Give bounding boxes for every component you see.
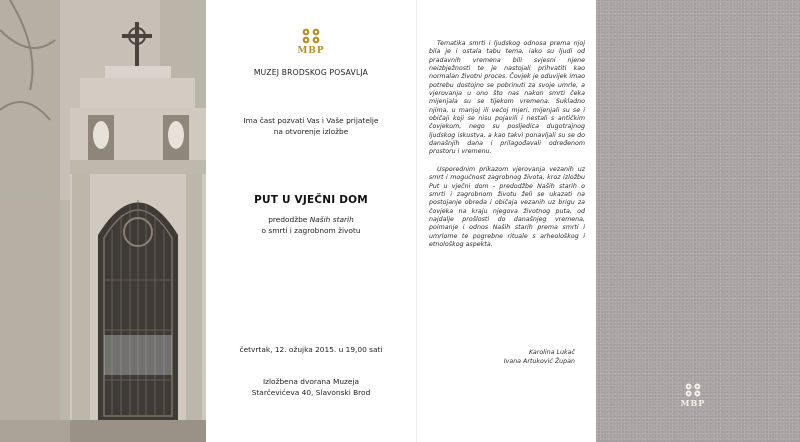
essay-panel [416,0,597,442]
exhibition-title: PUT U VJEČNI DOM [254,194,368,206]
subtitle-italic: Naših starih [309,215,354,224]
author-2: Ivana Artuković Župan [503,358,575,365]
chapel-photo [0,0,206,442]
subtitle-line-1 [206,214,416,225]
essay-paragraph-2: Usporednim prikazom vjerovanja vezanih uz smrt i mogućnost zagrobnog života, kroz izložbu Put u vječni dom - predodžbe Naših starih o smrti i zagrobnom životu želi se ukazati na postojanje obreda i običaja vezanih uz brigu za čovjeka na kraju njegova životnog puta, od najdalje prošlosti do današnjeg vremena, poimanje i odnos Naših starih prema smrti i umrlome te pogrebne rituale s arheološkog i etnološkog aspekta. [429,165,585,248]
event-venue [206,376,416,398]
invitation-line-2: na otvorenje izložbe [273,127,349,136]
cover-panel [596,0,800,442]
logo-text: MBP [297,46,325,56]
exhibition-subtitle [206,214,416,236]
invitation-text [206,115,416,137]
author-1: Karolina Lukač [528,349,575,356]
essay-text [429,40,585,258]
essay-paragraph-1: Tematika smrti i ljudskog odnosa prema njoj bila je i ostala tabu tema, iako su ljudi od pradavnih vremena bili svjesni njene neizbježnosti te je nastojali prihvatiti kao normalan životni proces. Čovjek je oduvijek imao potrebu dostojno se pobrinuti za svoje umrle, a vjerovanja u ono što nas nakon smrti čeka mijenjala su se tijekom vremena. Sukladno njima, u manjoj ili većoj mjeri, mijenjali su se i običaji koji se nisu pojavili i nestali s antičkim čovjekom, nego su posljedica dugotrajnog ljudskog iskustva, a kao takvi ponavljali su se do današnjih dana i prilagođavali određenom prostoru i vremenu. [429,40,585,156]
museum-logo [206,28,416,56]
cover-logo [678,383,708,408]
authors-signature [504,348,575,366]
venue-line-1: Izložbena dvorana Muzeja [262,377,360,386]
museum-name: MUZEJ BRODSKOG POSAVLJA [253,68,369,77]
cover-logo-icon [683,383,703,397]
event-date: četvrtak, 12. ožujka 2015. u 19,00 sati [239,345,383,354]
invitation-panel [206,0,416,442]
venue-line-2: Starčevićeva 40, Slavonski Brod [251,388,371,397]
subtitle-prefix: predodžbe [268,215,310,224]
subtitle-line-2: o smrti i zagrobnom životu [261,226,361,235]
museum-logo-icon [300,28,322,44]
cover-logo-text: MBP [680,398,706,408]
chapel-illustration [0,0,206,442]
invitation-line-1: Ima čast pozvati Vas i Vaše prijatelje [243,116,379,125]
